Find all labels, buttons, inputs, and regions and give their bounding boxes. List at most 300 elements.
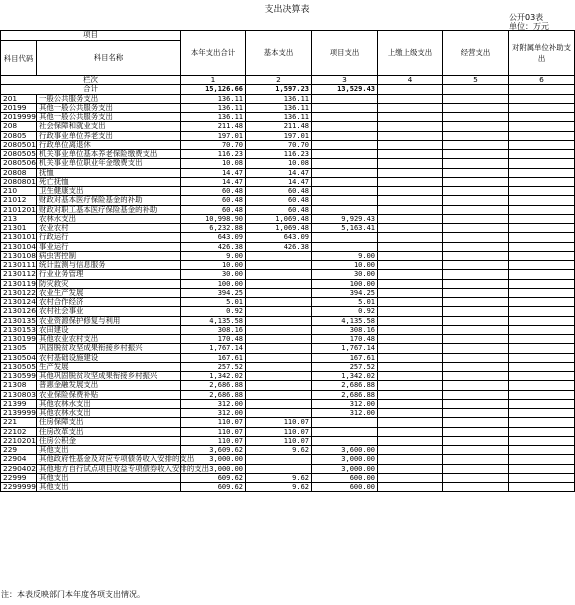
row-total: 110.07 xyxy=(181,427,246,436)
row-subsidy xyxy=(509,140,575,149)
row-subsidy xyxy=(509,335,575,344)
row-project: 170.48 xyxy=(312,335,378,344)
row-code: 20808 xyxy=(1,168,37,177)
table-row xyxy=(1,131,575,140)
row-subsidy xyxy=(509,196,575,205)
row-project xyxy=(312,196,378,205)
row-project: 100.00 xyxy=(312,279,378,288)
row-code: 21012 xyxy=(1,196,37,205)
row-operating xyxy=(443,436,509,445)
row-name: 农业资源保护修复与利用 xyxy=(37,316,181,325)
row-upper xyxy=(378,224,443,233)
header-basic: 基本支出 xyxy=(246,31,312,76)
row-name: 抚恤 xyxy=(37,168,181,177)
row-project xyxy=(312,168,378,177)
row-subsidy xyxy=(509,150,575,159)
expenditure-table xyxy=(0,30,575,492)
row-project: 5,163.41 xyxy=(312,224,378,233)
table-row xyxy=(1,409,575,418)
row-code: 2290402 xyxy=(1,464,37,473)
table-row xyxy=(1,288,575,297)
row-subsidy xyxy=(509,214,575,223)
row-subsidy xyxy=(509,473,575,482)
row-subsidy xyxy=(509,372,575,381)
table-row xyxy=(1,316,575,325)
row-name: 一般公共服务支出 xyxy=(37,94,181,103)
row-project xyxy=(312,177,378,186)
row-project: 1,767.14 xyxy=(312,344,378,353)
row-code: 2080506 xyxy=(1,159,37,168)
row-operating xyxy=(443,113,509,122)
row-basic: 116.23 xyxy=(246,150,312,159)
row-total: 3,000.00 xyxy=(181,455,246,464)
row-name: 其他支出 xyxy=(37,446,181,455)
row-total: 9.00 xyxy=(181,251,246,260)
header-total: 本年支出合计 xyxy=(181,31,246,76)
row-operating xyxy=(443,316,509,325)
row-code: 2130199 xyxy=(1,335,37,344)
row-total: 14.47 xyxy=(181,177,246,186)
row-total: 167.61 xyxy=(181,353,246,362)
table-row xyxy=(1,122,575,131)
row-subsidy xyxy=(509,298,575,307)
total-upper xyxy=(378,85,443,94)
row-name: 农林水支出 xyxy=(37,214,181,223)
row-project xyxy=(312,233,378,242)
row-basic: 9.62 xyxy=(246,473,312,482)
row-code: 21305 xyxy=(1,344,37,353)
total-total: 15,126.66 xyxy=(181,85,246,94)
row-total: 60.48 xyxy=(181,196,246,205)
row-subsidy xyxy=(509,483,575,492)
row-basic xyxy=(246,261,312,270)
row-basic: 60.48 xyxy=(246,205,312,214)
row-project xyxy=(312,122,378,131)
row-code: 2130112 xyxy=(1,270,37,279)
table-row xyxy=(1,298,575,307)
row-name: 住房改革支出 xyxy=(37,427,181,436)
table-row xyxy=(1,418,575,427)
row-total: 609.62 xyxy=(181,483,246,492)
row-basic xyxy=(246,251,312,260)
table-row xyxy=(1,94,575,103)
row-total: 60.48 xyxy=(181,205,246,214)
row-operating xyxy=(443,362,509,371)
row-basic: 136.11 xyxy=(246,94,312,103)
row-subsidy xyxy=(509,122,575,131)
row-upper xyxy=(378,427,443,436)
header-name: 科目名称 xyxy=(37,41,181,76)
index-c4: 4 xyxy=(378,76,443,85)
row-code: 221 xyxy=(1,418,37,427)
row-basic: 9.62 xyxy=(246,446,312,455)
row-basic xyxy=(246,298,312,307)
index-label: 栏次 xyxy=(1,76,181,85)
row-subsidy xyxy=(509,325,575,334)
table-row xyxy=(1,279,575,288)
row-subsidy xyxy=(509,381,575,390)
header-upper: 上缴上级支出 xyxy=(378,31,443,76)
row-project: 9,929.43 xyxy=(312,214,378,223)
row-total: 1,342.02 xyxy=(181,372,246,381)
row-operating xyxy=(443,483,509,492)
row-code: 2130505 xyxy=(1,362,37,371)
row-basic: 14.47 xyxy=(246,168,312,177)
header-code: 科目代码 xyxy=(1,41,37,76)
row-project: 600.00 xyxy=(312,473,378,482)
row-code: 229 xyxy=(1,446,37,455)
row-name: 死亡抚恤 xyxy=(37,177,181,186)
row-total: 170.48 xyxy=(181,335,246,344)
row-total: 10.08 xyxy=(181,159,246,168)
row-name: 机关事业单位基本养老保险缴费支出 xyxy=(37,150,181,159)
row-upper xyxy=(378,113,443,122)
row-subsidy xyxy=(509,187,575,196)
row-total: 211.48 xyxy=(181,122,246,131)
row-total: 0.92 xyxy=(181,307,246,316)
row-code: 21308 xyxy=(1,381,37,390)
index-c2: 2 xyxy=(246,76,312,85)
row-basic xyxy=(246,372,312,381)
row-upper xyxy=(378,131,443,140)
row-operating xyxy=(443,335,509,344)
table-row xyxy=(1,177,575,186)
row-basic: 110.07 xyxy=(246,427,312,436)
row-upper xyxy=(378,159,443,168)
row-name: 生产发展 xyxy=(37,362,181,371)
row-subsidy xyxy=(509,261,575,270)
row-name: 事业运行 xyxy=(37,242,181,251)
row-code: 2130111 xyxy=(1,261,37,270)
row-upper xyxy=(378,288,443,297)
row-project: 1,342.02 xyxy=(312,372,378,381)
row-subsidy xyxy=(509,177,575,186)
row-subsidy xyxy=(509,436,575,445)
row-project: 600.00 xyxy=(312,483,378,492)
index-c5: 5 xyxy=(443,76,509,85)
row-code: 2130124 xyxy=(1,298,37,307)
row-code: 21399 xyxy=(1,399,37,408)
row-basic xyxy=(246,288,312,297)
row-basic: 643.09 xyxy=(246,233,312,242)
row-upper xyxy=(378,233,443,242)
row-code: 2130108 xyxy=(1,251,37,260)
row-name: 其他农林水支出 xyxy=(37,399,181,408)
row-code: 210 xyxy=(1,187,37,196)
row-total: 14.47 xyxy=(181,168,246,177)
row-upper xyxy=(378,187,443,196)
total-project: 13,529.43 xyxy=(312,85,378,94)
row-project xyxy=(312,140,378,149)
row-code: 20199 xyxy=(1,103,37,112)
header-row-item xyxy=(1,31,575,41)
row-upper xyxy=(378,122,443,131)
row-operating xyxy=(443,251,509,260)
row-project xyxy=(312,205,378,214)
header-item: 项目 xyxy=(1,31,181,41)
row-total: 116.23 xyxy=(181,150,246,159)
row-operating xyxy=(443,446,509,455)
row-code: 2130101 xyxy=(1,233,37,242)
row-operating xyxy=(443,353,509,362)
row-upper xyxy=(378,214,443,223)
row-upper xyxy=(378,251,443,260)
row-upper xyxy=(378,483,443,492)
row-subsidy xyxy=(509,131,575,140)
row-upper xyxy=(378,335,443,344)
row-name: 农业生产发展 xyxy=(37,288,181,297)
row-subsidy xyxy=(509,113,575,122)
row-subsidy xyxy=(509,344,575,353)
table-row xyxy=(1,261,575,270)
row-total: 609.62 xyxy=(181,473,246,482)
row-subsidy xyxy=(509,427,575,436)
row-operating xyxy=(443,270,509,279)
table-row xyxy=(1,205,575,214)
row-upper xyxy=(378,177,443,186)
row-operating xyxy=(443,159,509,168)
row-operating xyxy=(443,233,509,242)
row-upper xyxy=(378,298,443,307)
row-name: 其他农业农村支出 xyxy=(37,335,181,344)
index-c6: 6 xyxy=(509,76,575,85)
row-subsidy xyxy=(509,233,575,242)
row-name: 农业保险保费补贴 xyxy=(37,390,181,399)
table-row xyxy=(1,307,575,316)
row-basic: 136.11 xyxy=(246,113,312,122)
row-basic xyxy=(246,409,312,418)
table-row xyxy=(1,483,575,492)
row-total: 4,135.58 xyxy=(181,316,246,325)
row-name: 住房保障支出 xyxy=(37,418,181,427)
table-row xyxy=(1,436,575,445)
row-operating xyxy=(443,279,509,288)
footnote: 注：本表反映部门本年度各项支出情况。 xyxy=(1,590,145,599)
row-upper xyxy=(378,140,443,149)
row-basic: 1,069.48 xyxy=(246,224,312,233)
row-code: 2130803 xyxy=(1,390,37,399)
row-operating xyxy=(443,409,509,418)
row-subsidy xyxy=(509,168,575,177)
table-row xyxy=(1,224,575,233)
row-upper xyxy=(378,150,443,159)
row-upper xyxy=(378,270,443,279)
row-code: 20805 xyxy=(1,131,37,140)
row-basic: 211.48 xyxy=(246,122,312,131)
total-row xyxy=(1,85,575,94)
row-total: 6,232.88 xyxy=(181,224,246,233)
header-project: 项目支出 xyxy=(312,31,378,76)
row-operating xyxy=(443,196,509,205)
row-operating xyxy=(443,187,509,196)
total-subsidy xyxy=(509,85,575,94)
row-upper xyxy=(378,205,443,214)
row-upper xyxy=(378,372,443,381)
table-row xyxy=(1,464,575,473)
row-total: 110.07 xyxy=(181,418,246,427)
row-project xyxy=(312,418,378,427)
row-project: 257.52 xyxy=(312,362,378,371)
row-operating xyxy=(443,418,509,427)
row-upper xyxy=(378,316,443,325)
row-project xyxy=(312,94,378,103)
row-total: 136.11 xyxy=(181,103,246,112)
unit-label: 单位：万元 xyxy=(509,22,549,31)
row-project: 2,686.88 xyxy=(312,390,378,399)
row-subsidy xyxy=(509,464,575,473)
total-label: 合计 xyxy=(1,85,181,94)
table-row xyxy=(1,242,575,251)
row-total: 10,998.90 xyxy=(181,214,246,223)
row-code: 2210201 xyxy=(1,436,37,445)
row-total: 2,686.88 xyxy=(181,390,246,399)
table-row xyxy=(1,344,575,353)
row-project: 394.25 xyxy=(312,288,378,297)
row-code: 2130122 xyxy=(1,288,37,297)
row-project xyxy=(312,242,378,251)
table-row xyxy=(1,270,575,279)
row-project: 4,135.58 xyxy=(312,316,378,325)
row-code: 2130153 xyxy=(1,325,37,334)
row-total: 312.00 xyxy=(181,409,246,418)
row-total: 312.00 xyxy=(181,399,246,408)
row-project xyxy=(312,159,378,168)
row-name: 其他巩固脱贫攻坚成果衔接乡村振兴 xyxy=(37,372,181,381)
row-code: 2080501 xyxy=(1,140,37,149)
row-basic xyxy=(246,325,312,334)
row-code: 2130504 xyxy=(1,353,37,362)
row-operating xyxy=(443,399,509,408)
row-code: 2299999 xyxy=(1,483,37,492)
table-row xyxy=(1,390,575,399)
row-operating xyxy=(443,307,509,316)
row-project: 3,600.00 xyxy=(312,446,378,455)
row-basic: 426.38 xyxy=(246,242,312,251)
table-row xyxy=(1,455,575,464)
row-name: 其他地方自行试点项目收益专项债券收入安排的支出 xyxy=(37,464,181,473)
row-project xyxy=(312,113,378,122)
row-total: 197.01 xyxy=(181,131,246,140)
row-name: 普惠金融发展支出 xyxy=(37,381,181,390)
row-operating xyxy=(443,464,509,473)
row-project xyxy=(312,150,378,159)
row-subsidy xyxy=(509,224,575,233)
row-total: 2,686.88 xyxy=(181,381,246,390)
row-name: 行政运行 xyxy=(37,233,181,242)
row-name: 巩固脱贫攻坚成果衔接乡村振兴 xyxy=(37,344,181,353)
row-code: 2130599 xyxy=(1,372,37,381)
row-basic: 197.01 xyxy=(246,131,312,140)
row-basic: 110.07 xyxy=(246,418,312,427)
row-subsidy xyxy=(509,446,575,455)
row-name: 行政单位离退休 xyxy=(37,140,181,149)
row-operating xyxy=(443,168,509,177)
row-upper xyxy=(378,168,443,177)
row-name: 防灾救灾 xyxy=(37,279,181,288)
row-subsidy xyxy=(509,270,575,279)
row-basic xyxy=(246,362,312,371)
row-subsidy xyxy=(509,103,575,112)
row-project: 167.61 xyxy=(312,353,378,362)
row-upper xyxy=(378,381,443,390)
row-operating xyxy=(443,177,509,186)
row-upper xyxy=(378,196,443,205)
row-upper xyxy=(378,446,443,455)
row-operating xyxy=(443,131,509,140)
row-name: 其他一般公共服务支出 xyxy=(37,113,181,122)
row-subsidy xyxy=(509,279,575,288)
row-basic xyxy=(246,316,312,325)
table-row xyxy=(1,214,575,223)
row-upper xyxy=(378,242,443,251)
row-subsidy xyxy=(509,251,575,260)
row-upper xyxy=(378,307,443,316)
row-total: 100.00 xyxy=(181,279,246,288)
row-upper xyxy=(378,473,443,482)
row-name: 农村社会事业 xyxy=(37,307,181,316)
row-name: 社会保障和就业支出 xyxy=(37,122,181,131)
row-subsidy xyxy=(509,242,575,251)
row-total: 426.38 xyxy=(181,242,246,251)
row-project: 2,686.88 xyxy=(312,381,378,390)
row-project: 9.00 xyxy=(312,251,378,260)
row-operating xyxy=(443,288,509,297)
table-row xyxy=(1,233,575,242)
header-operating: 经营支出 xyxy=(443,31,509,76)
row-upper xyxy=(378,344,443,353)
row-total: 3,000.00 xyxy=(181,464,246,473)
row-code: 208 xyxy=(1,122,37,131)
form-number: 公开03表 xyxy=(509,13,544,22)
total-basic: 1,597.23 xyxy=(246,85,312,94)
row-total: 257.52 xyxy=(181,362,246,371)
row-name: 行业业务管理 xyxy=(37,270,181,279)
row-name: 机关事业单位职业年金缴费支出 xyxy=(37,159,181,168)
row-name: 财政对基本医疗保险基金的补助 xyxy=(37,196,181,205)
table-row xyxy=(1,473,575,482)
row-name: 其他农林水支出 xyxy=(37,409,181,418)
row-name: 行政事业单位养老支出 xyxy=(37,131,181,140)
row-subsidy xyxy=(509,94,575,103)
row-subsidy xyxy=(509,418,575,427)
row-basic xyxy=(246,399,312,408)
row-operating xyxy=(443,381,509,390)
row-upper xyxy=(378,353,443,362)
row-upper xyxy=(378,464,443,473)
index-c1: 1 xyxy=(181,76,246,85)
total-operating xyxy=(443,85,509,94)
row-code: 213 xyxy=(1,214,37,223)
row-total: 136.11 xyxy=(181,113,246,122)
row-subsidy xyxy=(509,409,575,418)
row-basic xyxy=(246,381,312,390)
row-operating xyxy=(443,122,509,131)
table-row xyxy=(1,159,575,168)
row-name: 其他支出 xyxy=(37,473,181,482)
row-operating xyxy=(443,103,509,112)
row-operating xyxy=(443,372,509,381)
table-row xyxy=(1,168,575,177)
row-basic xyxy=(246,455,312,464)
row-operating xyxy=(443,140,509,149)
row-total: 60.48 xyxy=(181,187,246,196)
row-operating xyxy=(443,298,509,307)
row-name: 住房公积金 xyxy=(37,436,181,445)
row-subsidy xyxy=(509,288,575,297)
row-subsidy xyxy=(509,455,575,464)
row-project xyxy=(312,131,378,140)
row-total: 3,609.62 xyxy=(181,446,246,455)
